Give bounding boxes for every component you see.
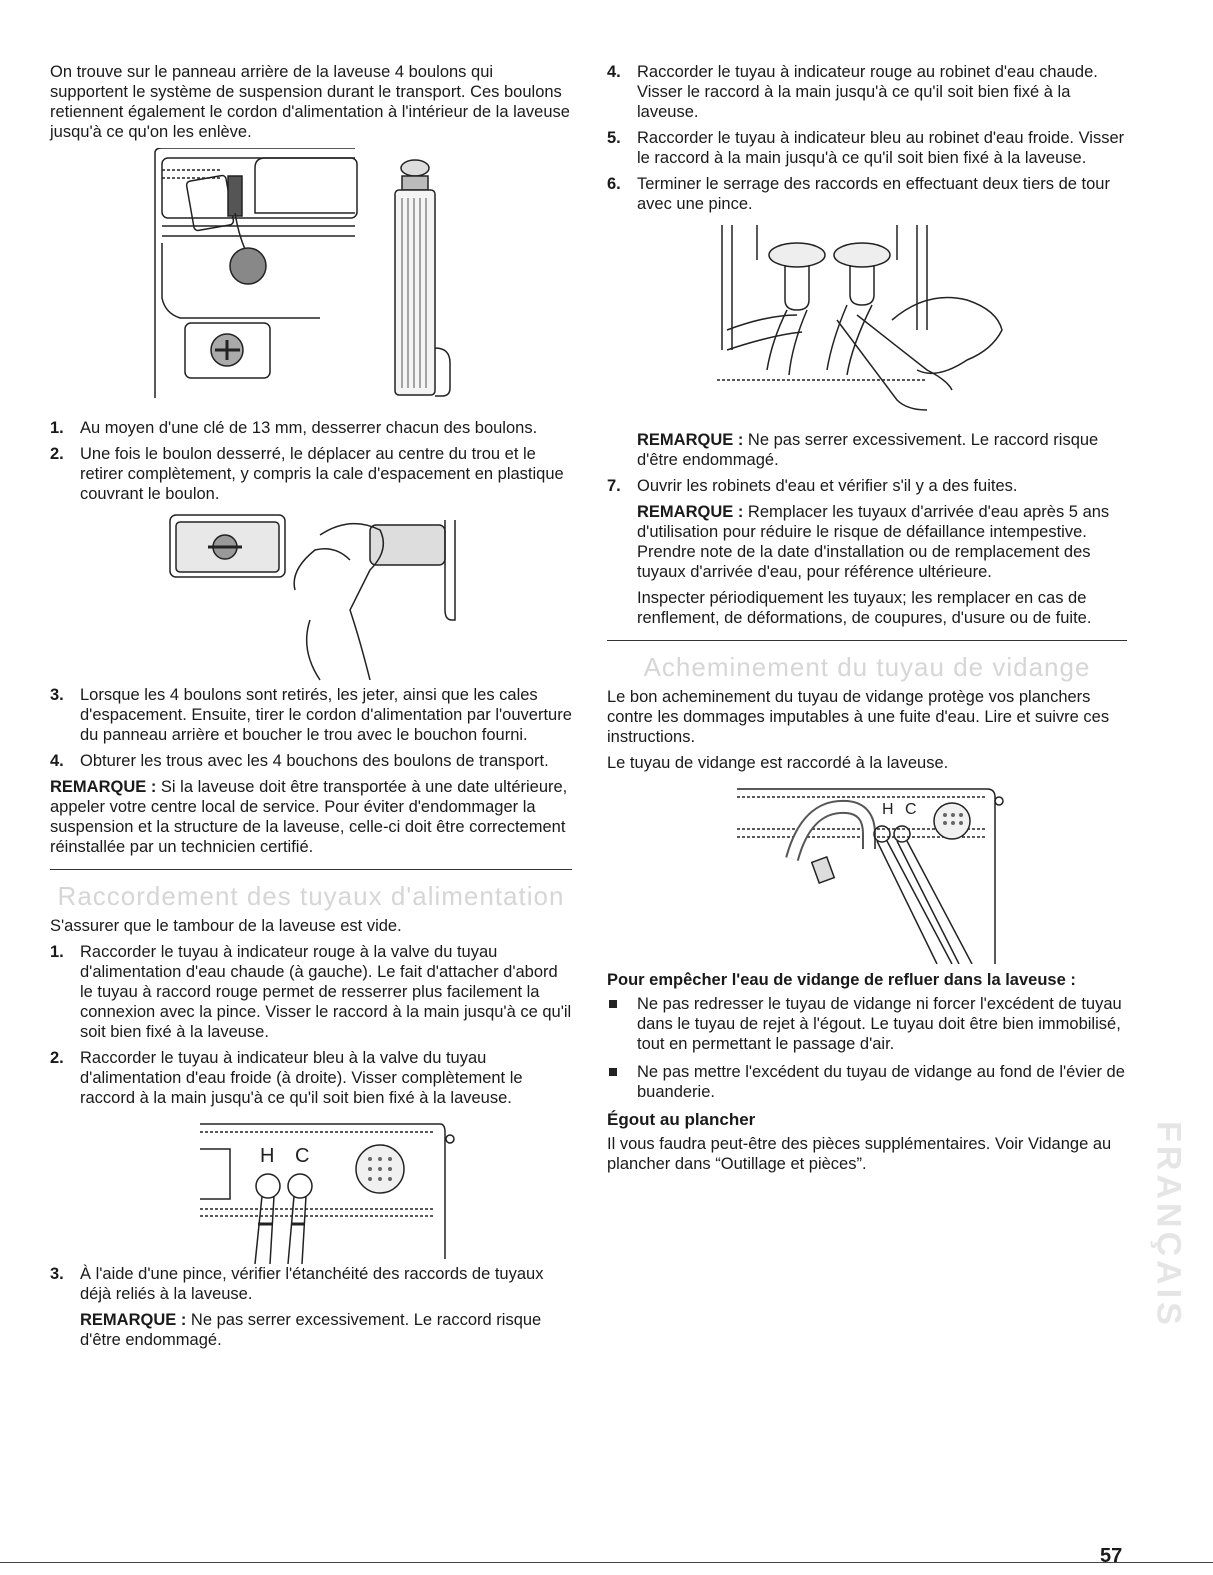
section-intro: S'assurer que le tambour de la laveuse est vide.: [50, 917, 402, 935]
inspect-paragraph: Inspecter périodiquement les tuyaux; les remplacer en cas de renflement, de déformations, de coupures, d'usure ou de fuite.: [637, 589, 1092, 627]
step-item: [50, 942, 572, 1042]
step-text: Raccorder le tuyau à indicateur rouge à la valve du tuyau d'alimentation d'eau chaude (à gauche). Le fait d'attacher d'abord le tuyau à raccord rouge permet de resserrer plus facilement la connexion avec la pince. Visser le raccord à la main jusqu'à ce qu'il soit bien fixé à la laveuse.: [80, 943, 572, 1041]
back-panel-bolt-illustration: [50, 148, 572, 418]
language-side-tab-label: FRANÇAIS: [1149, 1121, 1188, 1329]
step-text: Obturer les trous avec les 4 bouchons des boulons de transport.: [80, 752, 549, 770]
step-text: Au moyen d'une clé de 13 mm, desserrer chacun des boulons.: [80, 419, 538, 437]
step-text: Lorsque les 4 boulons sont retirés, les jeter, ainsi que les cales d'espacement. Ensuite, tirer le cordon d'alimentation par l'ouverture du panneau arrière et boucher le trou avec le bouchon fourni.: [80, 686, 572, 744]
step-item: [607, 476, 1127, 496]
step-item: [50, 1048, 572, 1108]
floor-drain-heading: Égout au plancher: [607, 1110, 756, 1129]
intro-paragraph: On trouve sur le panneau arrière de la laveuse 4 boulons qui supportent le système de suspension durant le transport. Ces boulons retiennent également le cordon d'alimentation à l'intérieur de la laveuse jusqu'à ce qu'on les enlève.: [50, 63, 570, 141]
bullet-item: [607, 1062, 1127, 1102]
step-number: 4.: [607, 63, 621, 81]
step-text: Raccorder le tuyau à indicateur bleu au robinet d'eau froide. Visser le raccord à la main jusqu'à ce qu'il soit bien fixé à la laveuse.: [637, 129, 1125, 167]
step-text: Raccorder le tuyau à indicateur bleu à la valve du tuyau d'alimentation d'eau froide (à droite). Visser complètement le raccord à la main jusqu'à ce qu'il soit bien fixé à la laveuse.: [80, 1049, 523, 1107]
note-text: Remplacer les tuyaux d'arrivée d'eau après 5 ans d'utilisation pour réduire le risque de défaillance intempestive. Prendre note de la date d'installation ou de remplacement des tuyaux d'arrivée d'eau, pour référence ultérieure.: [637, 503, 1110, 581]
section-divider: [607, 640, 1127, 641]
backflow-heading: Pour empêcher l'eau de vidange de refluer dans la laveuse :: [607, 971, 1076, 989]
step-text: Ouvrir les robinets d'eau et vérifier s'il y a des fuites.: [637, 477, 1018, 495]
step-item: [50, 444, 572, 504]
cold-label: C: [295, 1145, 310, 1167]
step-number: 3.: [50, 686, 64, 704]
note-label: REMARQUE :: [637, 431, 744, 449]
bottom-rule: [0, 1562, 1213, 1563]
step-number: 2.: [50, 445, 64, 463]
note-text: Si la laveuse doit être transportée à une date ultérieure, appeler votre centre local de service. Pour éviter d'endommager la suspension et la structure de la laveuse, celle-ci doit être correctement réinstallée par un technicien certifié.: [50, 778, 568, 856]
step-item: [50, 1264, 572, 1304]
step-text: Raccorder le tuyau à indicateur rouge au robinet d'eau chaude. Visser le raccord à la main jusqu'à ce qu'il soit bien fixé à la laveuse.: [637, 63, 1098, 121]
note-paragraph: [50, 1310, 572, 1350]
step-text: Une fois le boulon desserré, le déplacer au centre du trou et le retirer complètement, y compris la cale d'espacement en plastique couvrant le boulon.: [80, 445, 564, 503]
hot-label: H: [260, 1145, 275, 1167]
step-number: 2.: [50, 1049, 64, 1067]
floor-drain-text: Il vous faudra peut-être des pièces supplémentaires. Voir Vidange au plancher dans “Outillage et pièces”.: [607, 1135, 1112, 1173]
step-item: [607, 62, 1127, 122]
note-label: REMARQUE :: [80, 1311, 187, 1329]
bullet-text: Ne pas mettre l'excédent du tuyau de vidange au fond de l'évier de buanderie.: [637, 1063, 1125, 1101]
step-item: [50, 418, 572, 438]
step-text: Terminer le serrage des raccords en effectuant deux tiers de tour avec une pince.: [637, 175, 1110, 213]
bullet-item: [607, 994, 1127, 1054]
section-title: Raccordement des tuyaux d'alimentation: [57, 881, 565, 911]
step-number: 6.: [607, 175, 621, 193]
bullet-marker: [609, 1000, 617, 1008]
bolt-removal-hand-illustration: [50, 510, 572, 685]
step-number: 3.: [50, 1265, 64, 1283]
inlet-hoses-illustration: [50, 1114, 572, 1264]
section-divider: [50, 869, 572, 870]
note-paragraph: [607, 502, 1127, 582]
step-item: [50, 751, 572, 771]
cold-label: C: [905, 801, 917, 818]
drain-hose-illustration: [607, 779, 1127, 964]
note-paragraph: [607, 430, 1127, 470]
step-number: 7.: [607, 477, 621, 495]
step-number: 5.: [607, 129, 621, 147]
section-paragraph: Le bon acheminement du tuyau de vidange protège vos planchers contre les dommages imputables à une fuite d'eau. Lire et suivre ces instructions.: [607, 688, 1110, 746]
page-number: 57: [1100, 1545, 1123, 1567]
language-side-tab: [1150, 1090, 1186, 1360]
hot-label: H: [882, 801, 894, 818]
note-text: Ne pas serrer excessivement. Le raccord risque d'être endommagé.: [80, 1311, 542, 1349]
bullet-text: Ne pas redresser le tuyau de vidange ni forcer l'excédent de tuyau dans le tuyau de rejet à l'égout. Le tuyau doit être bien immobilisé, tout en permettant le passage d'air.: [637, 995, 1122, 1053]
note-label: REMARQUE :: [50, 778, 157, 796]
step-number: 1.: [50, 943, 64, 961]
faucets-pliers-illustration: [607, 220, 1127, 430]
note-paragraph: [50, 777, 572, 857]
right-column: [607, 62, 1127, 1180]
step-item: [50, 685, 572, 745]
step-number: 4.: [50, 752, 64, 770]
step-number: 1.: [50, 419, 64, 437]
step-text: À l'aide d'une pince, vérifier l'étanchéité des raccords de tuyaux déjà reliés à la laveuse.: [80, 1265, 544, 1303]
section-title: Acheminement du tuyau de vidange: [643, 652, 1091, 682]
bullet-marker: [609, 1068, 617, 1076]
note-text: Ne pas serrer excessivement. Le raccord risque d'être endommagé.: [637, 431, 1099, 469]
note-label: REMARQUE :: [637, 503, 744, 521]
left-column: [50, 62, 572, 1356]
step-item: [607, 174, 1127, 214]
section-paragraph: Le tuyau de vidange est raccordé à la laveuse.: [607, 754, 949, 772]
step-item: [607, 128, 1127, 168]
